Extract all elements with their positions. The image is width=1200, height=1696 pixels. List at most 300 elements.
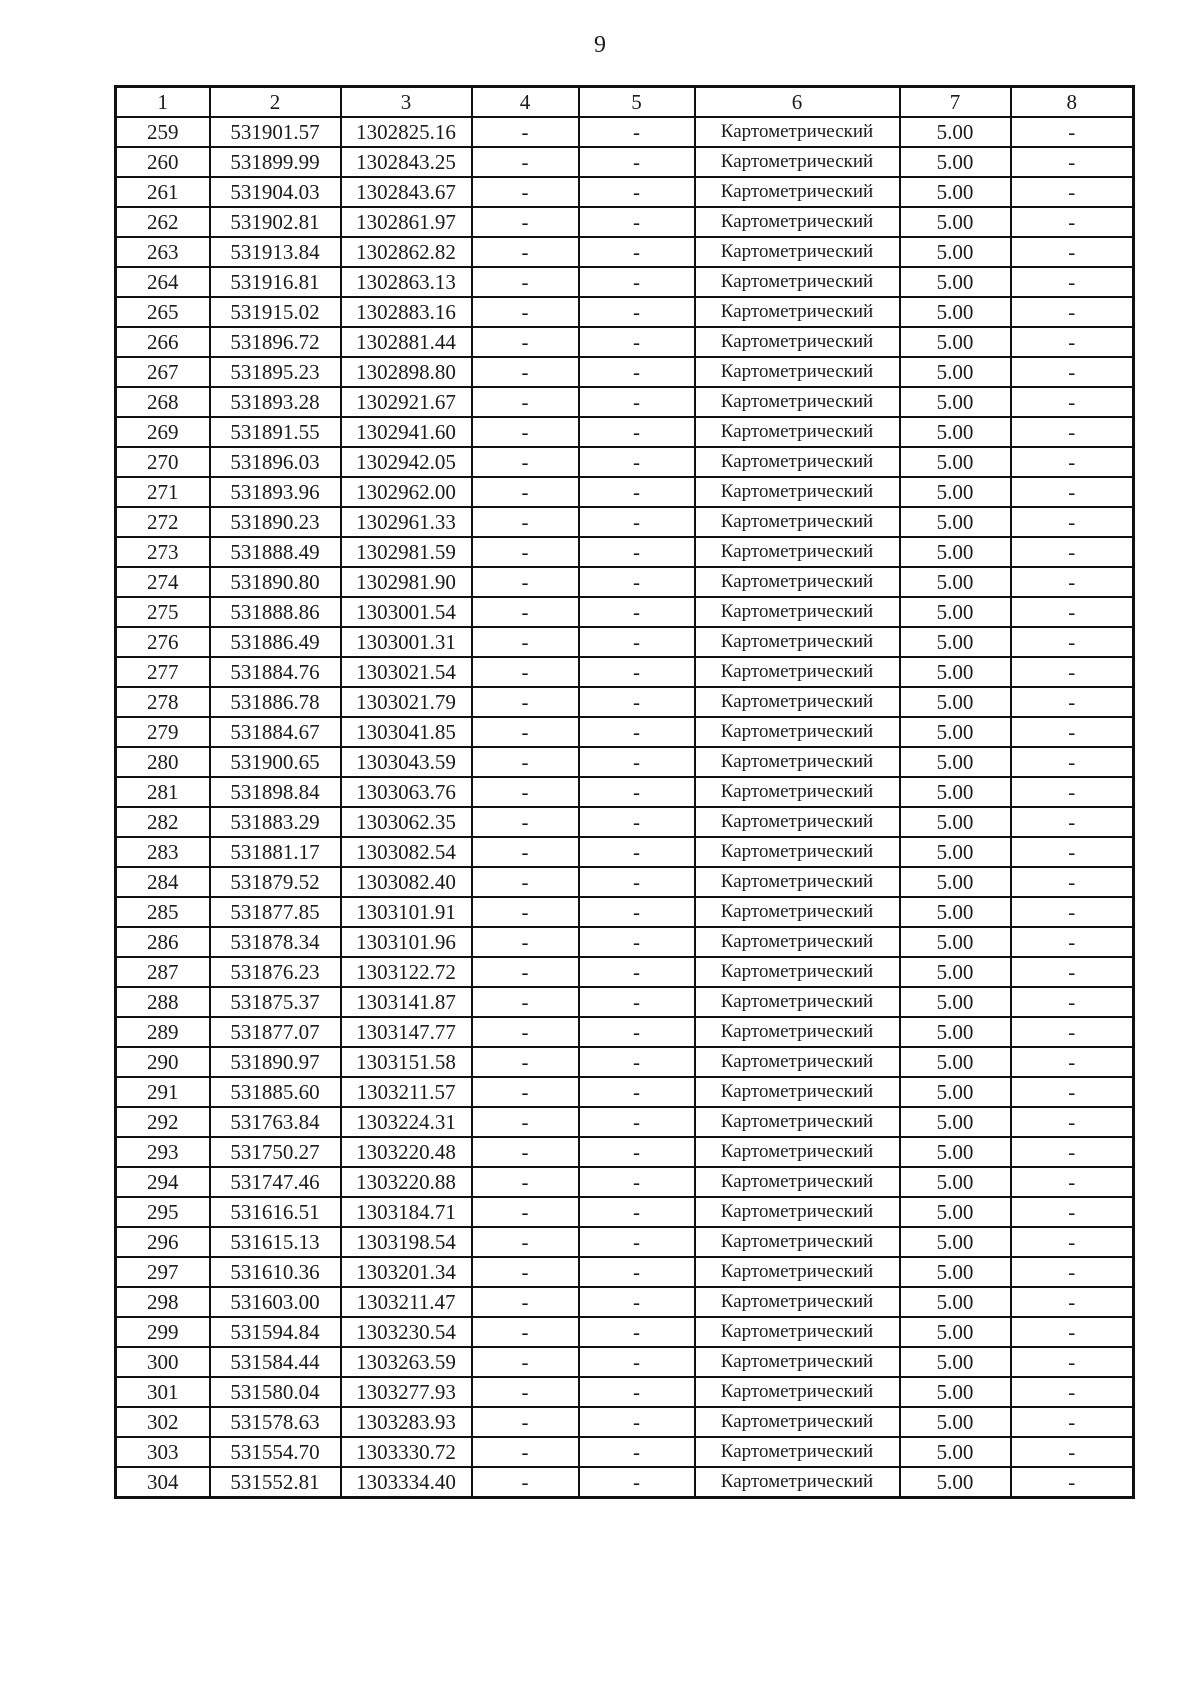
x-coordinate-cell: 531890.97	[210, 1047, 341, 1077]
point-number-cell: 304	[116, 1467, 210, 1498]
x-coordinate-cell: 531750.27	[210, 1137, 341, 1167]
point-number-cell: 269	[116, 417, 210, 447]
table-row	[116, 1227, 1134, 1257]
accuracy-cell: 5.00	[900, 117, 1011, 147]
y-coordinate-cell: 1302843.67	[341, 177, 472, 207]
y-coordinate-cell: 1303277.93	[341, 1377, 472, 1407]
column-8-cell: -	[1011, 1017, 1134, 1047]
accuracy-cell: 5.00	[900, 627, 1011, 657]
point-number-cell: 291	[116, 1077, 210, 1107]
column-8-cell: -	[1011, 687, 1134, 717]
y-coordinate-cell: 1303001.54	[341, 597, 472, 627]
point-number-cell: 263	[116, 237, 210, 267]
method-cell: Картометрический	[695, 1407, 900, 1437]
column-4-cell: -	[472, 1227, 579, 1257]
table-row	[116, 327, 1134, 357]
column-4-cell: -	[472, 1017, 579, 1047]
column-5-cell: -	[579, 1047, 695, 1077]
column-5-cell: -	[579, 807, 695, 837]
x-coordinate-cell: 531578.63	[210, 1407, 341, 1437]
x-coordinate-cell: 531877.07	[210, 1017, 341, 1047]
column-8-cell: -	[1011, 597, 1134, 627]
accuracy-cell: 5.00	[900, 1107, 1011, 1137]
x-coordinate-cell: 531895.23	[210, 357, 341, 387]
column-5-cell: -	[579, 687, 695, 717]
column-5-cell: -	[579, 237, 695, 267]
column-4-cell: -	[472, 537, 579, 567]
column-header: 5	[579, 87, 695, 118]
column-4-cell: -	[472, 327, 579, 357]
accuracy-cell: 5.00	[900, 807, 1011, 837]
y-coordinate-cell: 1302843.25	[341, 147, 472, 177]
table-row	[116, 897, 1134, 927]
table-row	[116, 177, 1134, 207]
y-coordinate-cell: 1303082.54	[341, 837, 472, 867]
table-row	[116, 1257, 1134, 1287]
accuracy-cell: 5.00	[900, 897, 1011, 927]
column-5-cell: -	[579, 1107, 695, 1137]
method-cell: Картометрический	[695, 867, 900, 897]
point-number-cell: 264	[116, 267, 210, 297]
y-coordinate-cell: 1303063.76	[341, 777, 472, 807]
point-number-cell: 274	[116, 567, 210, 597]
y-coordinate-cell: 1303334.40	[341, 1467, 472, 1498]
x-coordinate-cell: 531916.81	[210, 267, 341, 297]
column-4-cell: -	[472, 1167, 579, 1197]
point-number-cell: 268	[116, 387, 210, 417]
column-8-cell: -	[1011, 1047, 1134, 1077]
x-coordinate-cell: 531915.02	[210, 297, 341, 327]
table-row	[116, 1437, 1134, 1467]
accuracy-cell: 5.00	[900, 957, 1011, 987]
column-8-cell: -	[1011, 777, 1134, 807]
x-coordinate-cell: 531896.72	[210, 327, 341, 357]
accuracy-cell: 5.00	[900, 207, 1011, 237]
column-4-cell: -	[472, 837, 579, 867]
method-cell: Картометрический	[695, 957, 900, 987]
y-coordinate-cell: 1303184.71	[341, 1197, 472, 1227]
point-number-cell: 297	[116, 1257, 210, 1287]
x-coordinate-cell: 531902.81	[210, 207, 341, 237]
accuracy-cell: 5.00	[900, 777, 1011, 807]
column-4-cell: -	[472, 687, 579, 717]
y-coordinate-cell: 1303021.79	[341, 687, 472, 717]
table-row	[116, 717, 1134, 747]
table-row	[116, 597, 1134, 627]
table-row	[116, 987, 1134, 1017]
column-8-cell: -	[1011, 1137, 1134, 1167]
x-coordinate-cell: 531881.17	[210, 837, 341, 867]
y-coordinate-cell: 1303062.35	[341, 807, 472, 837]
point-number-cell: 295	[116, 1197, 210, 1227]
column-header: 1	[116, 87, 210, 118]
column-5-cell: -	[579, 477, 695, 507]
column-5-cell: -	[579, 1467, 695, 1498]
column-5-cell: -	[579, 927, 695, 957]
y-coordinate-cell: 1303224.31	[341, 1107, 472, 1137]
column-8-cell: -	[1011, 1107, 1134, 1137]
column-header: 3	[341, 87, 472, 118]
column-4-cell: -	[472, 717, 579, 747]
point-number-cell: 283	[116, 837, 210, 867]
column-5-cell: -	[579, 537, 695, 567]
table-row	[116, 1077, 1134, 1107]
method-cell: Картометрический	[695, 747, 900, 777]
x-coordinate-cell: 531904.03	[210, 177, 341, 207]
point-number-cell: 292	[116, 1107, 210, 1137]
point-number-cell: 290	[116, 1047, 210, 1077]
y-coordinate-cell: 1303151.58	[341, 1047, 472, 1077]
method-cell: Картометрический	[695, 1137, 900, 1167]
y-coordinate-cell: 1302861.97	[341, 207, 472, 237]
column-8-cell: -	[1011, 1437, 1134, 1467]
table-row	[116, 1137, 1134, 1167]
table-row	[116, 297, 1134, 327]
accuracy-cell: 5.00	[900, 177, 1011, 207]
column-5-cell: -	[579, 357, 695, 387]
point-number-cell: 265	[116, 297, 210, 327]
table-row	[116, 1017, 1134, 1047]
accuracy-cell: 5.00	[900, 237, 1011, 267]
table-row	[116, 237, 1134, 267]
column-8-cell: -	[1011, 147, 1134, 177]
column-5-cell: -	[579, 507, 695, 537]
method-cell: Картометрический	[695, 1167, 900, 1197]
point-number-cell: 301	[116, 1377, 210, 1407]
method-cell: Картометрический	[695, 837, 900, 867]
column-5-cell: -	[579, 747, 695, 777]
y-coordinate-cell: 1303198.54	[341, 1227, 472, 1257]
column-4-cell: -	[472, 1407, 579, 1437]
point-number-cell: 299	[116, 1317, 210, 1347]
column-8-cell: -	[1011, 807, 1134, 837]
accuracy-cell: 5.00	[900, 1407, 1011, 1437]
accuracy-cell: 5.00	[900, 567, 1011, 597]
column-5-cell: -	[579, 1317, 695, 1347]
column-8-cell: -	[1011, 627, 1134, 657]
point-number-cell: 259	[116, 117, 210, 147]
column-8-cell: -	[1011, 327, 1134, 357]
y-coordinate-cell: 1303230.54	[341, 1317, 472, 1347]
column-5-cell: -	[579, 1137, 695, 1167]
column-5-cell: -	[579, 147, 695, 177]
table-row	[116, 1407, 1134, 1437]
y-coordinate-cell: 1302942.05	[341, 447, 472, 477]
point-number-cell: 273	[116, 537, 210, 567]
y-coordinate-cell: 1302881.44	[341, 327, 472, 357]
point-number-cell: 289	[116, 1017, 210, 1047]
method-cell: Картометрический	[695, 147, 900, 177]
point-number-cell: 277	[116, 657, 210, 687]
point-number-cell: 288	[116, 987, 210, 1017]
point-number-cell: 278	[116, 687, 210, 717]
column-5-cell: -	[579, 777, 695, 807]
column-4-cell: -	[472, 1077, 579, 1107]
method-cell: Картометрический	[695, 1377, 900, 1407]
method-cell: Картометрический	[695, 657, 900, 687]
column-5-cell: -	[579, 897, 695, 927]
table-row	[116, 1377, 1134, 1407]
y-coordinate-cell: 1303220.48	[341, 1137, 472, 1167]
column-8-cell: -	[1011, 1167, 1134, 1197]
table-row	[116, 1047, 1134, 1077]
column-8-cell: -	[1011, 477, 1134, 507]
column-5-cell: -	[579, 837, 695, 867]
method-cell: Картометрический	[695, 777, 900, 807]
table-row	[116, 1287, 1134, 1317]
y-coordinate-cell: 1303021.54	[341, 657, 472, 687]
accuracy-cell: 5.00	[900, 597, 1011, 627]
accuracy-cell: 5.00	[900, 1347, 1011, 1377]
point-number-cell: 271	[116, 477, 210, 507]
method-cell: Картометрический	[695, 267, 900, 297]
method-cell: Картометрический	[695, 1437, 900, 1467]
table-row	[116, 147, 1134, 177]
x-coordinate-cell: 531584.44	[210, 1347, 341, 1377]
y-coordinate-cell: 1303043.59	[341, 747, 472, 777]
column-header: 6	[695, 87, 900, 118]
accuracy-cell: 5.00	[900, 147, 1011, 177]
method-cell: Картометрический	[695, 237, 900, 267]
x-coordinate-cell: 531878.34	[210, 927, 341, 957]
x-coordinate-cell: 531610.36	[210, 1257, 341, 1287]
column-8-cell: -	[1011, 747, 1134, 777]
accuracy-cell: 5.00	[900, 867, 1011, 897]
x-coordinate-cell: 531900.65	[210, 747, 341, 777]
column-5-cell: -	[579, 297, 695, 327]
accuracy-cell: 5.00	[900, 927, 1011, 957]
column-5-cell: -	[579, 717, 695, 747]
method-cell: Картометрический	[695, 597, 900, 627]
column-4-cell: -	[472, 897, 579, 927]
column-4-cell: -	[472, 747, 579, 777]
column-8-cell: -	[1011, 1197, 1134, 1227]
column-5-cell: -	[579, 627, 695, 657]
x-coordinate-cell: 531884.76	[210, 657, 341, 687]
column-8-cell: -	[1011, 717, 1134, 747]
table-row	[116, 567, 1134, 597]
column-5-cell: -	[579, 177, 695, 207]
column-5-cell: -	[579, 207, 695, 237]
column-8-cell: -	[1011, 1227, 1134, 1257]
column-4-cell: -	[472, 207, 579, 237]
x-coordinate-cell: 531877.85	[210, 897, 341, 927]
column-4-cell: -	[472, 927, 579, 957]
column-4-cell: -	[472, 1107, 579, 1137]
coordinates-table	[114, 85, 1135, 1499]
x-coordinate-cell: 531896.03	[210, 447, 341, 477]
point-number-cell: 303	[116, 1437, 210, 1467]
table-row	[116, 477, 1134, 507]
method-cell: Картометрический	[695, 1047, 900, 1077]
x-coordinate-cell: 531888.49	[210, 537, 341, 567]
column-8-cell: -	[1011, 237, 1134, 267]
accuracy-cell: 5.00	[900, 657, 1011, 687]
column-5-cell: -	[579, 1407, 695, 1437]
x-coordinate-cell: 531879.52	[210, 867, 341, 897]
column-4-cell: -	[472, 567, 579, 597]
point-number-cell: 275	[116, 597, 210, 627]
point-number-cell: 260	[116, 147, 210, 177]
column-5-cell: -	[579, 1167, 695, 1197]
point-number-cell: 279	[116, 717, 210, 747]
method-cell: Картометрический	[695, 717, 900, 747]
table-row	[116, 687, 1134, 717]
y-coordinate-cell: 1302981.59	[341, 537, 472, 567]
y-coordinate-cell: 1302921.67	[341, 387, 472, 417]
table-row	[116, 1347, 1134, 1377]
x-coordinate-cell: 531893.28	[210, 387, 341, 417]
accuracy-cell: 5.00	[900, 1167, 1011, 1197]
table-row	[116, 1317, 1134, 1347]
column-5-cell: -	[579, 417, 695, 447]
y-coordinate-cell: 1302898.80	[341, 357, 472, 387]
x-coordinate-cell: 531899.99	[210, 147, 341, 177]
point-number-cell: 284	[116, 867, 210, 897]
accuracy-cell: 5.00	[900, 537, 1011, 567]
column-5-cell: -	[579, 597, 695, 627]
column-5-cell: -	[579, 867, 695, 897]
column-4-cell: -	[472, 1467, 579, 1498]
table-row	[116, 1197, 1134, 1227]
method-cell: Картометрический	[695, 1347, 900, 1377]
accuracy-cell: 5.00	[900, 1317, 1011, 1347]
accuracy-cell: 5.00	[900, 357, 1011, 387]
column-header: 2	[210, 87, 341, 118]
table-row	[116, 1167, 1134, 1197]
method-cell: Картометрический	[695, 1317, 900, 1347]
table-row	[116, 207, 1134, 237]
point-number-cell: 296	[116, 1227, 210, 1257]
point-number-cell: 298	[116, 1287, 210, 1317]
y-coordinate-cell: 1302981.90	[341, 567, 472, 597]
column-4-cell: -	[472, 267, 579, 297]
column-8-cell: -	[1011, 897, 1134, 927]
method-cell: Картометрический	[695, 387, 900, 417]
method-cell: Картометрический	[695, 207, 900, 237]
point-number-cell: 294	[116, 1167, 210, 1197]
column-8-cell: -	[1011, 1467, 1134, 1498]
column-8-cell: -	[1011, 387, 1134, 417]
column-8-cell: -	[1011, 867, 1134, 897]
column-4-cell: -	[472, 657, 579, 687]
method-cell: Картометрический	[695, 417, 900, 447]
x-coordinate-cell: 531554.70	[210, 1437, 341, 1467]
method-cell: Картометрический	[695, 1107, 900, 1137]
accuracy-cell: 5.00	[900, 507, 1011, 537]
accuracy-cell: 5.00	[900, 747, 1011, 777]
y-coordinate-cell: 1303101.91	[341, 897, 472, 927]
accuracy-cell: 5.00	[900, 447, 1011, 477]
method-cell: Картометрический	[695, 327, 900, 357]
accuracy-cell: 5.00	[900, 1137, 1011, 1167]
x-coordinate-cell: 531876.23	[210, 957, 341, 987]
column-4-cell: -	[472, 597, 579, 627]
y-coordinate-cell: 1303147.77	[341, 1017, 472, 1047]
point-number-cell: 262	[116, 207, 210, 237]
accuracy-cell: 5.00	[900, 1377, 1011, 1407]
y-coordinate-cell: 1303201.34	[341, 1257, 472, 1287]
y-coordinate-cell: 1303211.57	[341, 1077, 472, 1107]
x-coordinate-cell: 531884.67	[210, 717, 341, 747]
accuracy-cell: 5.00	[900, 717, 1011, 747]
x-coordinate-cell: 531893.96	[210, 477, 341, 507]
column-8-cell: -	[1011, 447, 1134, 477]
y-coordinate-cell: 1303211.47	[341, 1287, 472, 1317]
column-4-cell: -	[472, 957, 579, 987]
point-number-cell: 270	[116, 447, 210, 477]
method-cell: Картометрический	[695, 507, 900, 537]
y-coordinate-cell: 1303041.85	[341, 717, 472, 747]
table-row	[116, 357, 1134, 387]
column-8-cell: -	[1011, 357, 1134, 387]
method-cell: Картометрический	[695, 117, 900, 147]
column-4-cell: -	[472, 357, 579, 387]
y-coordinate-cell: 1303122.72	[341, 957, 472, 987]
column-8-cell: -	[1011, 1077, 1134, 1107]
column-5-cell: -	[579, 1017, 695, 1047]
table-row	[116, 657, 1134, 687]
column-8-cell: -	[1011, 1317, 1134, 1347]
x-coordinate-cell: 531875.37	[210, 987, 341, 1017]
column-5-cell: -	[579, 1077, 695, 1107]
accuracy-cell: 5.00	[900, 267, 1011, 297]
method-cell: Картометрический	[695, 447, 900, 477]
column-5-cell: -	[579, 1287, 695, 1317]
column-5-cell: -	[579, 1257, 695, 1287]
column-5-cell: -	[579, 447, 695, 477]
column-5-cell: -	[579, 1437, 695, 1467]
column-5-cell: -	[579, 327, 695, 357]
column-5-cell: -	[579, 1227, 695, 1257]
point-number-cell: 281	[116, 777, 210, 807]
table-row	[116, 627, 1134, 657]
method-cell: Картометрический	[695, 987, 900, 1017]
point-number-cell: 282	[116, 807, 210, 837]
x-coordinate-cell: 531552.81	[210, 1467, 341, 1498]
table-row	[116, 267, 1134, 297]
column-4-cell: -	[472, 177, 579, 207]
column-header: 4	[472, 87, 579, 118]
column-4-cell: -	[472, 777, 579, 807]
accuracy-cell: 5.00	[900, 1467, 1011, 1498]
x-coordinate-cell: 531913.84	[210, 237, 341, 267]
x-coordinate-cell: 531603.00	[210, 1287, 341, 1317]
table-row	[116, 957, 1134, 987]
column-8-cell: -	[1011, 417, 1134, 447]
table-row	[116, 537, 1134, 567]
table-row	[116, 777, 1134, 807]
column-5-cell: -	[579, 1197, 695, 1227]
point-number-cell: 276	[116, 627, 210, 657]
column-4-cell: -	[472, 1137, 579, 1167]
x-coordinate-cell: 531898.84	[210, 777, 341, 807]
method-cell: Картометрический	[695, 1287, 900, 1317]
x-coordinate-cell: 531888.86	[210, 597, 341, 627]
column-5-cell: -	[579, 267, 695, 297]
column-8-cell: -	[1011, 537, 1134, 567]
y-coordinate-cell: 1302883.16	[341, 297, 472, 327]
accuracy-cell: 5.00	[900, 1227, 1011, 1257]
column-8-cell: -	[1011, 1407, 1134, 1437]
column-4-cell: -	[472, 867, 579, 897]
y-coordinate-cell: 1303141.87	[341, 987, 472, 1017]
table-body	[116, 117, 1134, 1498]
column-8-cell: -	[1011, 1287, 1134, 1317]
column-8-cell: -	[1011, 267, 1134, 297]
method-cell: Картометрический	[695, 627, 900, 657]
y-coordinate-cell: 1303001.31	[341, 627, 472, 657]
